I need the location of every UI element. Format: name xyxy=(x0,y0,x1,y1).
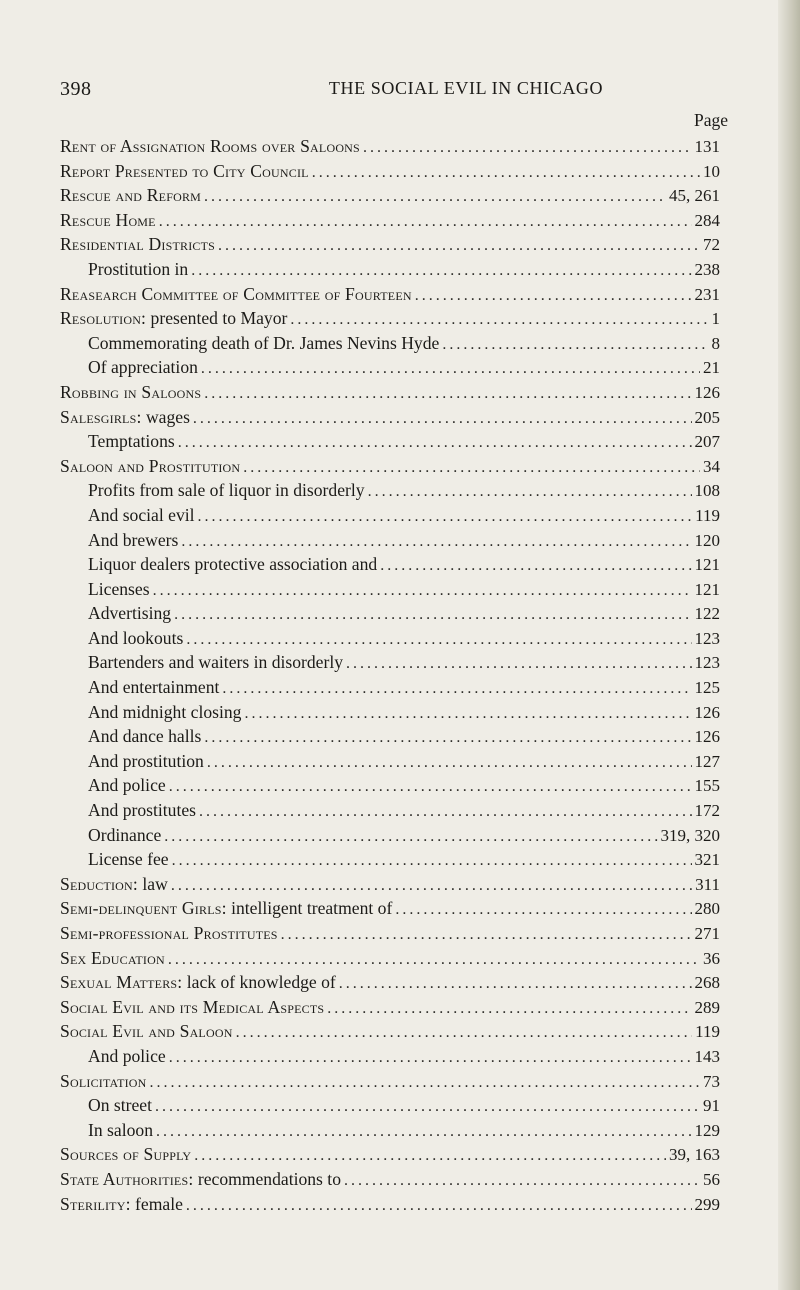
entry-text xyxy=(88,825,161,846)
leader-dots xyxy=(395,901,691,919)
entry-text xyxy=(88,775,166,796)
leader-dots xyxy=(243,459,700,477)
leader-dots xyxy=(172,852,692,870)
index-subentry xyxy=(60,652,720,677)
index-subentry xyxy=(60,628,720,653)
leader-dots xyxy=(204,385,691,403)
entry-text xyxy=(88,333,439,354)
leader-dots xyxy=(207,754,692,772)
entry-pages: 231 xyxy=(694,284,720,304)
entry-text xyxy=(88,1095,152,1116)
index-entry xyxy=(60,161,720,186)
entry-pages: 119 xyxy=(695,505,720,525)
entry-subtext: female xyxy=(130,1193,183,1214)
index-subentry xyxy=(60,726,720,751)
entry-pages: 268 xyxy=(694,973,720,993)
entry-pages: 73 xyxy=(703,1071,720,1091)
entry-subtext: Liquor dealers protective association and xyxy=(88,554,378,575)
entry-pages: 143 xyxy=(694,1046,720,1066)
entry-subtext: And brewers xyxy=(88,529,179,550)
entry-subtext: wages xyxy=(141,406,190,427)
entry-subtext: In saloon xyxy=(88,1119,153,1140)
entry-subtext: intelligent treatment of xyxy=(226,898,393,919)
entry-heading: Semi-delinquent Girls: xyxy=(60,898,227,919)
leader-dots xyxy=(339,975,692,993)
page-edge-shadow xyxy=(778,0,800,1290)
leader-dots xyxy=(168,951,700,969)
entry-pages: 108 xyxy=(694,481,720,501)
index-entry xyxy=(60,382,720,407)
entry-text xyxy=(60,898,392,919)
index-entry xyxy=(60,997,720,1022)
entry-text xyxy=(60,972,336,993)
leader-dots xyxy=(174,606,691,624)
index-subentry xyxy=(60,603,720,628)
leader-dots xyxy=(327,1000,691,1018)
entry-pages: 91 xyxy=(703,1096,720,1116)
index-subentry xyxy=(60,825,720,850)
entry-heading: Seduction: xyxy=(60,873,138,894)
leader-dots xyxy=(442,336,708,354)
entry-pages: 123 xyxy=(694,653,720,673)
index-subentry xyxy=(60,554,720,579)
index-subentry xyxy=(60,775,720,800)
entry-text xyxy=(88,677,219,698)
entry-pages: 126 xyxy=(694,382,720,402)
entry-subtext: And police xyxy=(88,775,166,796)
index-entry xyxy=(60,898,720,923)
entry-pages: 207 xyxy=(694,432,720,452)
entry-heading: State Authorities: xyxy=(60,1168,194,1189)
entry-subtext: And entertainment xyxy=(88,677,220,698)
entry-subtext: Ordinance xyxy=(88,824,162,845)
entry-text xyxy=(60,456,240,477)
entry-pages: 120 xyxy=(694,530,720,550)
entry-text xyxy=(60,407,190,428)
leader-dots xyxy=(204,188,666,206)
entry-text xyxy=(60,136,360,157)
page-column-heading: Page xyxy=(693,110,728,130)
entry-pages: 36 xyxy=(703,948,720,968)
index-entry xyxy=(60,1071,720,1096)
leader-dots xyxy=(222,680,691,698)
index-entry xyxy=(60,1144,720,1169)
leader-dots xyxy=(156,1123,692,1141)
entry-subtext: Temptations xyxy=(88,431,175,452)
leader-dots xyxy=(244,705,691,723)
entry-subtext: Prostitution in xyxy=(88,258,189,279)
entry-text xyxy=(88,702,241,723)
entry-pages: 299 xyxy=(694,1194,720,1214)
entry-text xyxy=(88,652,343,673)
entry-subtext: And prostitution xyxy=(88,750,204,771)
index-subentry xyxy=(60,579,720,604)
index-subentry xyxy=(60,333,720,358)
entry-pages: 121 xyxy=(694,555,720,575)
entry-text xyxy=(88,530,178,551)
entry-text xyxy=(88,357,198,378)
leader-dots xyxy=(169,1049,692,1067)
entry-heading: Reasearch Committee of Committee of Fourteen xyxy=(60,283,412,304)
leader-dots xyxy=(312,164,700,182)
entry-heading: Saloon and Prostitution xyxy=(60,455,241,476)
entry-text xyxy=(88,480,365,501)
leader-dots xyxy=(380,557,691,575)
entry-subtext: Advertising xyxy=(88,603,172,624)
entry-text xyxy=(88,1046,166,1067)
index-subentry xyxy=(60,1095,720,1120)
entry-text xyxy=(60,1169,341,1190)
index-entry xyxy=(60,972,720,997)
entry-text xyxy=(60,997,324,1018)
entry-heading: Sources of Supply xyxy=(60,1144,192,1165)
entry-text xyxy=(60,948,165,969)
index-subentry xyxy=(60,259,720,284)
entry-pages: 129 xyxy=(694,1120,720,1140)
entry-subtext: And police xyxy=(88,1045,166,1066)
entry-text xyxy=(60,185,201,206)
entry-subtext: And dance halls xyxy=(88,726,202,747)
entry-pages: 72 xyxy=(703,235,720,255)
leader-dots xyxy=(368,483,692,501)
index-subentry xyxy=(60,1120,720,1145)
entry-pages: 155 xyxy=(694,776,720,796)
entry-pages: 56 xyxy=(703,1169,720,1189)
entry-text xyxy=(88,849,169,870)
entry-pages: 271 xyxy=(694,924,720,943)
index-list xyxy=(60,136,720,1218)
entry-pages: 289 xyxy=(694,997,720,1017)
entry-pages: 311 xyxy=(695,874,720,894)
leader-dots xyxy=(199,803,691,821)
entry-pages: 321 xyxy=(694,850,720,870)
leader-dots xyxy=(150,1074,700,1092)
index-subentry xyxy=(60,480,720,505)
index-subentry xyxy=(60,505,720,530)
index-entry xyxy=(60,185,720,210)
leader-dots xyxy=(153,582,692,600)
index-entry xyxy=(60,407,720,432)
entry-subtext: Bartenders and waiters in disorderly xyxy=(88,652,344,673)
entry-pages: 39, 163 xyxy=(669,1145,720,1165)
entry-pages: 119 xyxy=(695,1022,720,1042)
leader-dots xyxy=(290,311,708,329)
index-entry xyxy=(60,234,720,259)
leader-dots xyxy=(169,778,692,796)
leader-dots xyxy=(218,237,700,255)
index-entry xyxy=(60,456,720,481)
page-number: 398 xyxy=(60,78,92,100)
entry-text xyxy=(60,1071,147,1092)
entry-heading: Social Evil and its Medical Aspects xyxy=(60,996,325,1017)
index-entry xyxy=(60,284,720,309)
entry-pages: 126 xyxy=(694,727,720,747)
entry-subtext: Commemorating death of Dr. James Nevins Hyde xyxy=(88,332,440,353)
leader-dots xyxy=(415,287,692,305)
entry-text xyxy=(60,161,309,182)
entry-subtext: lack of knowledge of xyxy=(182,972,336,993)
entry-heading: Social Evil and Saloon xyxy=(60,1021,233,1042)
entry-subtext: Profits from sale of liquor in disorderly xyxy=(88,480,365,501)
entry-pages: 122 xyxy=(694,604,720,624)
entry-pages: 8 xyxy=(711,333,720,353)
entry-subtext: On street xyxy=(88,1095,153,1116)
entry-text xyxy=(88,1120,153,1141)
entry-pages: 131 xyxy=(694,137,720,156)
entry-subtext: And midnight closing xyxy=(88,701,242,722)
leader-dots xyxy=(159,213,692,231)
leader-dots xyxy=(194,1147,666,1165)
entry-pages: 127 xyxy=(694,751,720,771)
leader-dots xyxy=(346,655,691,673)
entry-text xyxy=(60,382,201,403)
entry-text xyxy=(60,1144,191,1165)
leader-dots xyxy=(171,877,692,895)
entry-text xyxy=(88,579,150,600)
entry-text xyxy=(60,874,168,895)
leader-dots xyxy=(186,1197,692,1215)
entry-pages: 280 xyxy=(694,899,720,919)
entry-text xyxy=(60,1021,233,1042)
entry-text xyxy=(60,1194,183,1215)
entry-heading: Sex Education xyxy=(60,947,165,968)
leader-dots xyxy=(281,926,692,944)
index-subentry xyxy=(60,849,720,874)
entry-pages: 284 xyxy=(694,210,720,230)
leader-dots xyxy=(155,1098,700,1116)
entry-text xyxy=(88,800,196,821)
index-entry xyxy=(60,874,720,899)
entry-pages: 205 xyxy=(694,407,720,427)
index-subentry xyxy=(60,1046,720,1071)
index-subentry xyxy=(60,751,720,776)
entry-heading: Semi-professional Prostitutes xyxy=(60,923,278,943)
entry-heading: Robbing in Saloons xyxy=(60,381,202,402)
entry-text xyxy=(60,308,287,329)
index-subentry xyxy=(60,357,720,382)
entry-text xyxy=(88,751,204,772)
entry-text xyxy=(88,726,201,747)
entry-pages: 238 xyxy=(694,259,720,279)
leader-dots xyxy=(193,410,692,428)
entry-subtext: presented to Mayor xyxy=(146,308,288,329)
entry-heading: Rescue Home xyxy=(60,209,156,230)
entry-text xyxy=(60,234,215,255)
leader-dots xyxy=(363,139,692,157)
entry-subtext: And prostitutes xyxy=(88,800,197,821)
entry-text xyxy=(60,284,412,305)
entry-pages: 10 xyxy=(703,161,720,181)
entry-text xyxy=(60,210,156,231)
entry-heading: Sterility: xyxy=(60,1193,131,1214)
entry-pages: 319, 320 xyxy=(660,825,720,845)
index-subentry xyxy=(60,530,720,555)
entry-heading: Salesgirls: xyxy=(60,406,142,427)
entry-heading: Solicitation xyxy=(60,1070,147,1091)
entry-pages: 21 xyxy=(703,358,720,378)
index-entry xyxy=(60,1194,720,1219)
leader-dots xyxy=(198,508,693,526)
running-title: THE SOCIAL EVIL IN CHICAGO xyxy=(328,78,604,98)
entry-pages: 172 xyxy=(694,801,720,821)
entry-heading: Resolution: xyxy=(60,308,147,329)
index-entry xyxy=(60,1169,720,1194)
index-entry xyxy=(60,210,720,235)
index-entry xyxy=(60,948,720,973)
entry-subtext: Licenses xyxy=(88,578,150,599)
entry-heading: Report Presented to City Council xyxy=(60,160,309,181)
entry-heading: Rescue and Reform xyxy=(60,185,202,206)
entry-subtext: Of appreciation xyxy=(88,357,198,378)
leader-dots xyxy=(178,434,692,452)
entry-subtext: law xyxy=(138,873,168,894)
index-entry xyxy=(60,1021,720,1046)
entry-heading: Rent of Assignation Rooms over Saloons xyxy=(60,136,360,156)
entry-heading: Residential Districts xyxy=(60,234,216,255)
entry-subtext: recommendations to xyxy=(193,1168,341,1189)
leader-dots xyxy=(201,360,700,378)
leader-dots xyxy=(236,1024,693,1042)
entry-heading: Sexual Matters: xyxy=(60,972,183,993)
leader-dots xyxy=(186,631,691,649)
page-header xyxy=(60,78,732,108)
entry-subtext: And social evil xyxy=(88,504,195,525)
index-entry xyxy=(60,923,720,948)
entry-pages: 45, 261 xyxy=(669,186,720,206)
index-entry xyxy=(60,308,720,333)
entry-pages: 125 xyxy=(694,678,720,698)
entry-text xyxy=(88,554,377,575)
entry-pages: 121 xyxy=(694,579,720,599)
index-subentry xyxy=(60,702,720,727)
entry-text xyxy=(88,603,171,624)
entry-pages: 123 xyxy=(694,628,720,648)
leader-dots xyxy=(164,828,657,846)
entry-subtext: And lookouts xyxy=(88,627,184,648)
leader-dots xyxy=(181,533,691,551)
entry-text xyxy=(88,259,188,280)
leader-dots xyxy=(191,262,691,280)
entry-pages: 34 xyxy=(703,456,720,476)
index-entry xyxy=(60,136,720,161)
entry-subtext: License fee xyxy=(88,849,169,870)
entry-text xyxy=(88,505,195,526)
leader-dots xyxy=(204,729,691,747)
entry-pages: 126 xyxy=(694,702,720,722)
entry-text xyxy=(60,923,278,944)
index-subentry xyxy=(60,431,720,456)
index-subentry xyxy=(60,677,720,702)
entry-text xyxy=(88,628,183,649)
entry-pages: 1 xyxy=(711,309,720,329)
index-subentry xyxy=(60,800,720,825)
leader-dots xyxy=(344,1172,700,1190)
entry-text xyxy=(88,431,175,452)
